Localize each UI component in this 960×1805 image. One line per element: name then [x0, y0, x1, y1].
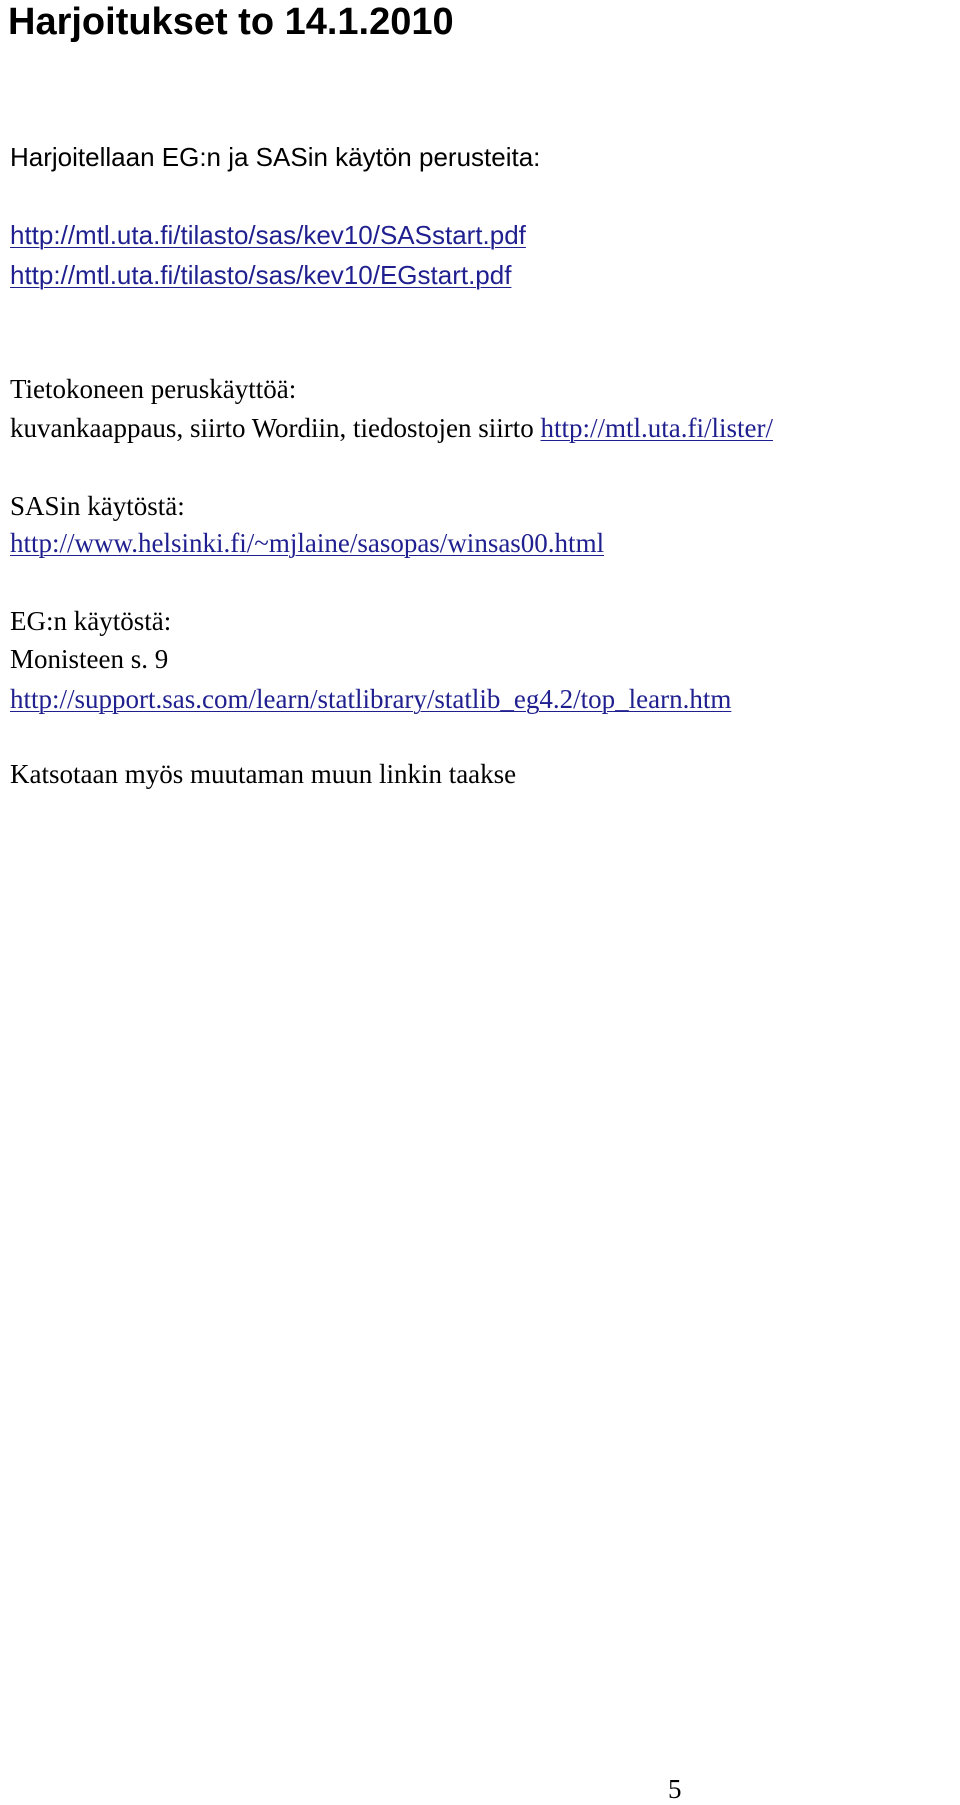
sasstart-pdf-link[interactable]: http://mtl.uta.fi/tilasto/sas/kev10/SASstart.pdf: [10, 220, 526, 250]
egstart-pdf-link[interactable]: http://mtl.uta.fi/tilasto/sas/kev10/EGstart.pdf: [10, 260, 512, 290]
lister-link[interactable]: http://mtl.uta.fi/lister/: [540, 413, 773, 443]
computer-basics-heading: Tietokoneen peruskäyttöä:: [10, 374, 297, 404]
page-number: 5: [668, 1774, 682, 1804]
closing-text: Katsotaan myös muutaman muun linkin taakse: [10, 759, 517, 789]
sas-support-link[interactable]: http://support.sas.com/learn/statlibrary/statlib_eg4.2/top_learn.htm: [10, 684, 732, 714]
intro-text: Harjoitellaan EG:n ja SASin käytön perusteita:: [10, 142, 541, 172]
eg-usage-heading: EG:n käytöstä:: [10, 606, 172, 636]
sas-usage-line: [10, 526, 604, 560]
computer-basics-text: kuvankaappaus, siirto Wordiin, tiedostojen siirto: [10, 413, 541, 443]
eg-usage-note: Monisteen s. 9: [10, 644, 169, 674]
winsas-guide-link[interactable]: http://www.helsinki.fi/~mjlaine/sasopas/winsas00.html: [10, 528, 605, 558]
intro-link-line-2: [10, 259, 511, 291]
eg-usage-line: [10, 682, 731, 716]
computer-basics-line: [10, 411, 773, 445]
intro-link-line-1: [10, 219, 526, 251]
sas-usage-heading: SASin käytöstä:: [10, 491, 185, 521]
page-title: Harjoitukset to 14.1.2010: [8, 1, 454, 43]
